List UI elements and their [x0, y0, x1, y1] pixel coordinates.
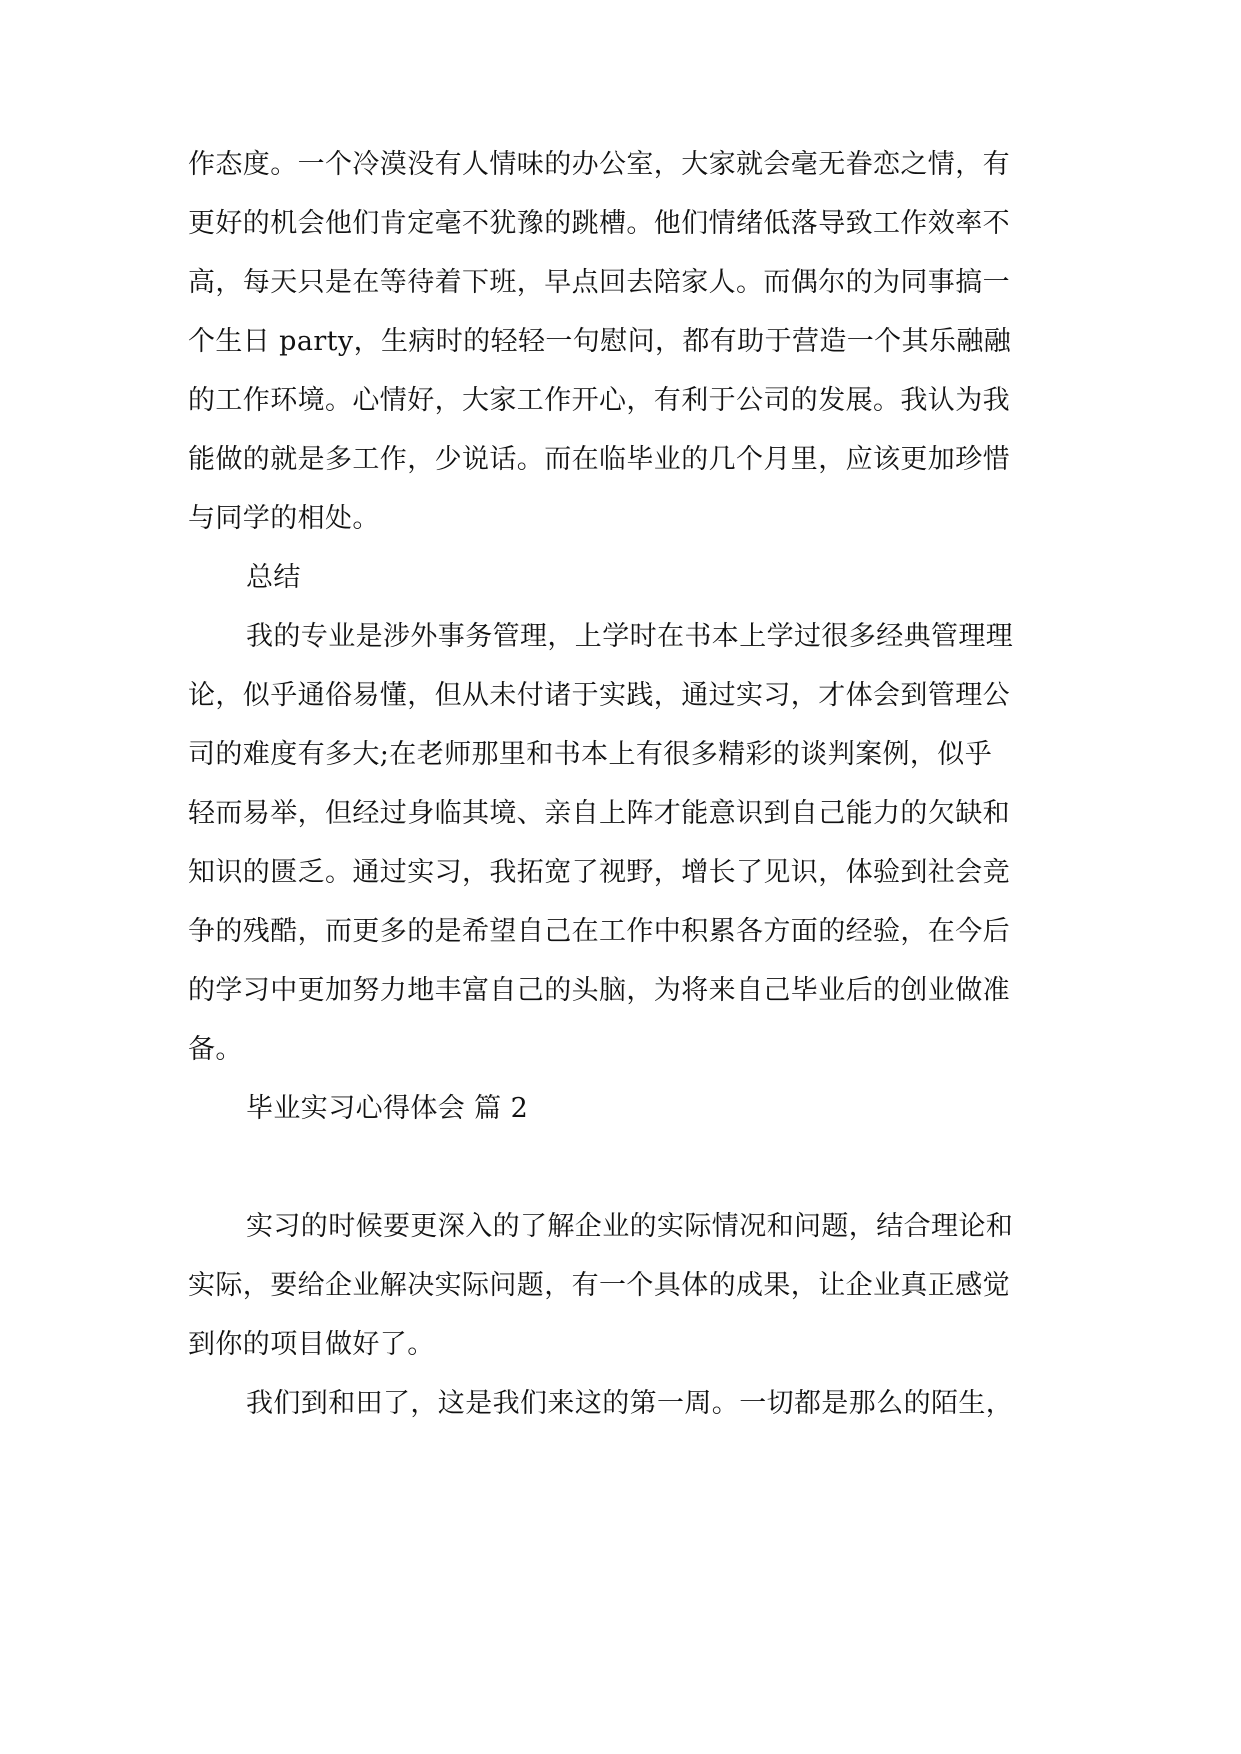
body-text-line: 作态度。一个冷漠没有人情味的办公室，大家就会毫无眷恋之情，有: [188, 149, 1010, 180]
body-text-line: 实际，要给企业解决实际问题，有一个具体的成果，让企业真正感觉: [188, 1270, 1010, 1301]
body-text-line: 论，似乎通俗易懂，但从未付诸于实践，通过实习，才体会到管理公: [188, 680, 1010, 711]
body-text-line: 能做的就是多工作，少说话。而在临毕业的几个月里，应该更加珍惜: [188, 444, 1010, 475]
section-heading: 总结: [246, 562, 301, 593]
body-text-line: 备。: [188, 1034, 243, 1065]
article-heading: 毕业实习心得体会 篇 2: [246, 1093, 529, 1124]
body-text-line: 高，每天只是在等待着下班，早点回去陪家人。而偶尔的为同事搞一: [188, 267, 1010, 298]
body-text-line: 到你的项目做好了。: [188, 1329, 435, 1360]
body-text-line: 实习的时候要更深入的了解企业的实际情况和问题，结合理论和: [246, 1211, 1014, 1242]
body-text-line: 轻而易举，但经过身临其境、亲自上阵才能意识到自己能力的欠缺和: [188, 798, 1010, 829]
body-text-line: 争的残酷，而更多的是希望自己在工作中积累各方面的经验，在今后: [188, 916, 1010, 947]
body-text-line: 与同学的相处。: [188, 503, 380, 534]
body-text-line: 的工作环境。心情好，大家工作开心，有利于公司的发展。我认为我: [188, 385, 1010, 416]
body-text-line: 我的专业是涉外事务管理，上学时在书本上学过很多经典管理理: [246, 621, 1014, 652]
body-text-line: 的学习中更加努力地丰富自己的头脑，为将来自己毕业后的创业做准: [188, 975, 1010, 1006]
body-text-line: 司的难度有多大;在老师那里和书本上有很多精彩的谈判案例，似乎: [188, 739, 993, 770]
body-text-line: 个生日 party，生病时的轻轻一句慰问，都有助于营造一个其乐融融: [188, 326, 1012, 357]
body-text-line: 知识的匮乏。通过实习，我拓宽了视野，增长了见识，体验到社会竞: [188, 857, 1010, 888]
body-text-line: 更好的机会他们肯定毫不犹豫的跳槽。他们情绪低落导致工作效率不: [188, 208, 1010, 239]
body-text-line: 我们到和田了，这是我们来这的第一周。一切都是那么的陌生，: [246, 1388, 1014, 1419]
